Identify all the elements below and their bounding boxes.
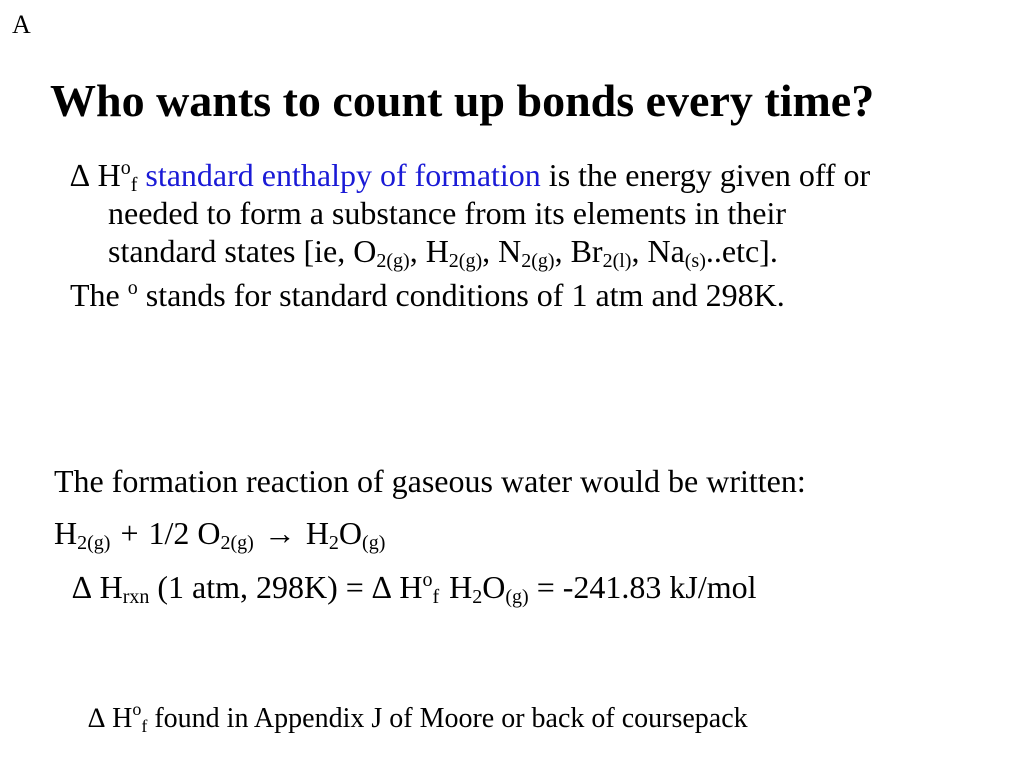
enthalpy-o: O xyxy=(482,569,506,605)
eq-h2: H xyxy=(305,515,329,551)
br2-subscript: 2(l) xyxy=(602,250,632,272)
highlighted-term: standard enthalpy of formation xyxy=(145,157,541,193)
slide-title: Who wants to count up bonds every time? xyxy=(50,75,875,126)
h2-subscript: 2(g) xyxy=(448,250,483,272)
standard-note-superscript: o xyxy=(127,277,138,299)
definition-text-4: , Br xyxy=(554,233,603,269)
n2-subscript: 2(g) xyxy=(521,250,555,272)
eq-o-sub2: (g) xyxy=(362,532,386,554)
na-subscript: (s) xyxy=(684,250,706,272)
enthalpy-sup-o: o xyxy=(422,569,433,591)
definition-block xyxy=(70,156,890,320)
slide-corner-label: A xyxy=(12,10,31,39)
eq-o: O xyxy=(338,515,363,551)
standard-superscript: o xyxy=(120,157,131,179)
formation-intro: The formation reaction of gaseous water would be written: xyxy=(54,463,806,499)
eq-arrow: → xyxy=(263,515,296,551)
footer-note xyxy=(88,699,748,736)
enthalpy-h-sub: 2 xyxy=(472,586,483,608)
definition-text-3: , N xyxy=(482,233,522,269)
footer-delta-h: ∆ H xyxy=(88,703,133,734)
footer-sup-o: o xyxy=(132,699,142,719)
definition-paragraph xyxy=(70,156,890,270)
definition-text-6: ..etc]. xyxy=(705,233,778,269)
standard-note-text-2: stands for standard conditions of 1 atm and 298K. xyxy=(145,277,785,313)
formation-subscript: f xyxy=(130,174,138,196)
enthalpy-value: = -241.83 kJ/mol xyxy=(536,569,757,605)
rxn-subscript: rxn xyxy=(122,586,150,608)
enthalpy-o-sub: (g) xyxy=(505,586,529,608)
eq-h: H xyxy=(54,515,78,551)
delta-h-symbol: ∆ H xyxy=(70,157,121,193)
enthalpy-line xyxy=(72,568,757,606)
footer-sub-f: f xyxy=(141,716,148,736)
eq-half-o: 1/2 O xyxy=(148,515,221,551)
enthalpy-conditions: (1 atm, 298K) = ∆ H xyxy=(157,569,423,605)
enthalpy-delta-h: ∆ H xyxy=(72,569,123,605)
eq-h-sub: 2(g) xyxy=(77,532,111,554)
formation-equation xyxy=(54,514,385,552)
standard-note-paragraph xyxy=(70,276,890,314)
definition-text-5: , Na xyxy=(631,233,685,269)
eq-o-sub: 2(g) xyxy=(220,532,254,554)
o2-subscript: 2(g) xyxy=(376,250,410,272)
footer-text: found in Appendix J of Moore or back of coursepack xyxy=(154,703,748,734)
standard-note-text-1: The xyxy=(70,277,120,313)
definition-text-1: is the energy given off or needed to form a substance from its elements in their standard states [ie, O xyxy=(108,157,871,269)
enthalpy-sub-f: f xyxy=(432,586,440,608)
definition-text-2: , H xyxy=(409,233,449,269)
eq-plus: + xyxy=(120,515,139,551)
enthalpy-h: H xyxy=(449,569,473,605)
eq-h2-sub: 2 xyxy=(328,532,339,554)
